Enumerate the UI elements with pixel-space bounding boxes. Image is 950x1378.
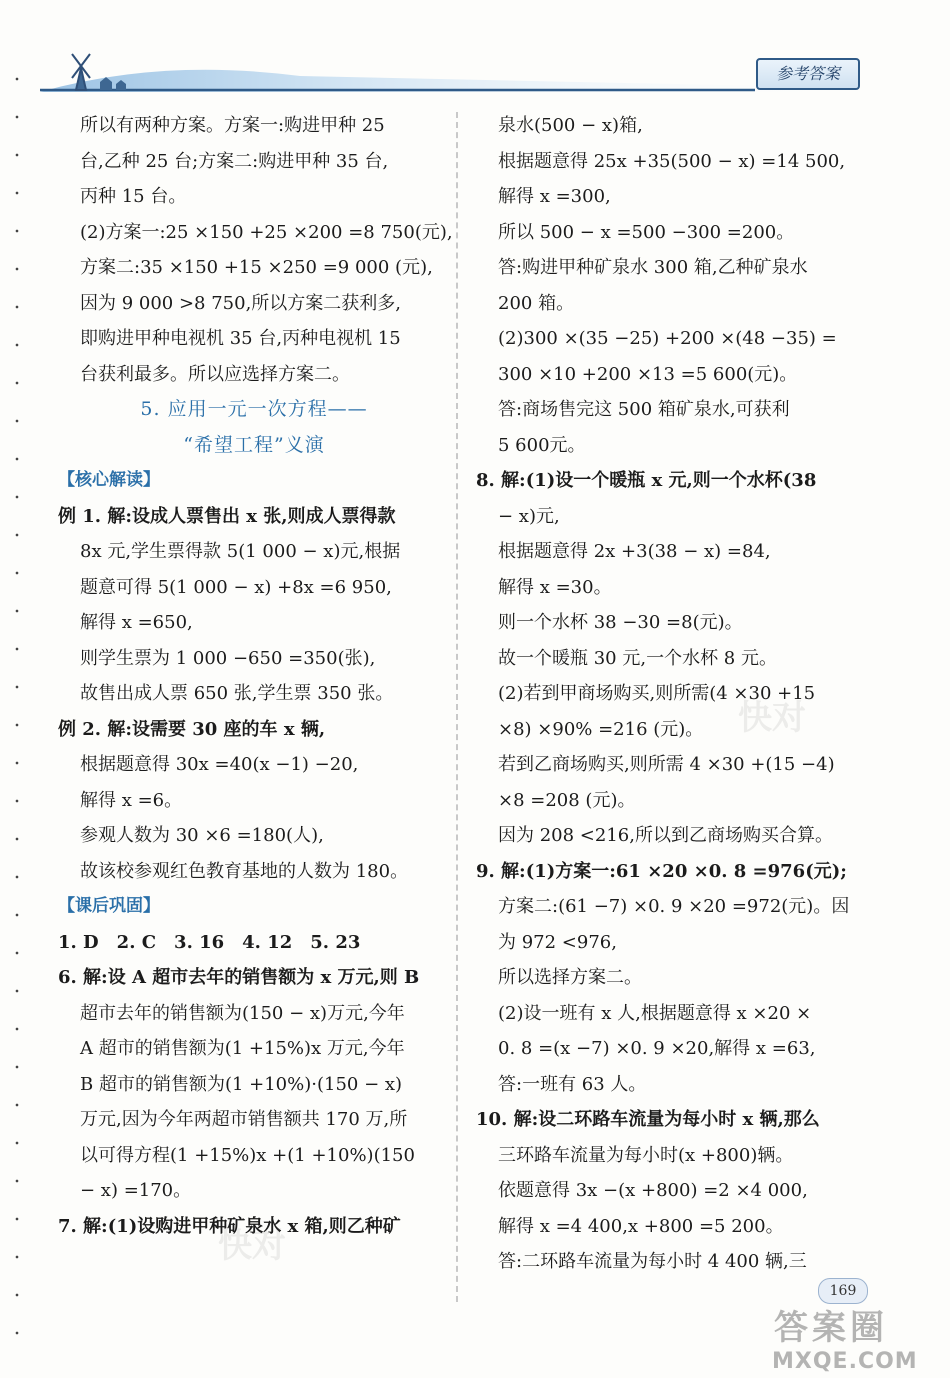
text-line: 方案二:(61 −7) ×0. 9 ×20 =972(元)。因 (498, 896, 850, 917)
page-number: 169 (818, 1278, 868, 1304)
text-line: 答:二环路车流量为每小时 4 400 辆,三 (498, 1251, 807, 1272)
text-line: 方案二:35 ×150 +15 ×250 =9 000 (元), (80, 257, 433, 278)
text-line: 7. 解:(1)设购进甲种矿泉水 x 箱,则乙种矿 (58, 1215, 401, 1237)
text-line: 所以选择方案二。 (498, 967, 642, 988)
text-line: 10. 解:设二环路车流量为每小时 x 辆,那么 (476, 1109, 820, 1130)
text-line: 300 ×10 +200 ×13 =5 600(元)。 (498, 363, 798, 385)
text-line: 解得 x =6。 (80, 789, 183, 811)
text-line: 故一个暖瓶 30 元,一个水杯 8 元。 (498, 647, 777, 669)
column-divider (456, 112, 458, 1302)
text-line: 台获利最多。所以应选择方案二。 (80, 363, 350, 385)
text-line: 答:商场售完这 500 箱矿泉水,可获利 (498, 399, 790, 420)
text-line: 台,乙种 25 台;方案二:购进甲种 35 台, (80, 150, 389, 172)
text-line: B 超市的销售额为(1 +10%)·(150 − x) (80, 1073, 403, 1095)
text-line: 超市去年的销售额为(150 − x)万元,今年 (80, 1002, 405, 1024)
text-line: 所以有两种方案。方案一:购进甲种 25 (80, 115, 385, 136)
site-logo-top: 答案圈 (774, 1308, 888, 1348)
text-line: 答:一班有 63 人。 (498, 1073, 647, 1095)
text-line: 泉水(500 − x)箱, (498, 115, 643, 136)
watermark: 快对 (218, 1226, 286, 1266)
text-line: 解得 x =300, (498, 186, 611, 207)
text-line: 200 箱。 (498, 292, 575, 314)
text-line: 以可得方程(1 +15%)x +(1 +10%)(150 (80, 1144, 415, 1166)
text-line: 故售出成人票 650 张,学生票 350 张。 (80, 683, 394, 704)
text-line: 8x 元,学生票得款 5(1 000 − x)元,根据 (80, 541, 401, 562)
text-line: 所以 500 − x =500 −300 =200。 (498, 221, 795, 243)
text-line: 万元,因为今年两超市销售额共 170 万,所 (80, 1109, 408, 1130)
text-line: 题意可得 5(1 000 − x) +8x =6 950, (80, 576, 392, 598)
text-line: 5. 应用一元一次方程—— (140, 398, 368, 420)
text-line: 因为 9 000 >8 750,所以方案二获利多, (80, 292, 402, 314)
text-line: 解得 x =30。 (498, 576, 612, 598)
text-line: 答:购进甲种矿泉水 300 箱,乙种矿泉水 (498, 257, 808, 278)
site-logo (760, 1300, 950, 1378)
text-line: 依题意得 3x −(x +800) =2 ×4 000, (498, 1180, 808, 1201)
text-line: A 超市的销售额为(1 +15%)x 万元,今年 (80, 1038, 405, 1059)
header-banner (40, 48, 860, 92)
text-line: 根据题意得 25x +35(500 − x) =14 500, (498, 150, 846, 172)
text-line: 【课后巩固】 (58, 896, 160, 916)
text-line: 解得 x =4 400,x +800 =5 200。 (498, 1215, 784, 1237)
text-line: 1. D 2. C 3. 16 4. 12 5. 23 (58, 931, 361, 953)
watermark: 快对 (738, 698, 806, 738)
text-line: 6. 解:设 A 超市去年的销售额为 x 万元,则 B (58, 967, 420, 988)
text-line: 5 600元。 (498, 434, 586, 456)
text-line: − x) =170。 (80, 1180, 192, 1201)
text-line: 解得 x =650, (80, 612, 193, 633)
text-line: (2)方案一:25 ×150 +25 ×200 =8 750(元), (80, 221, 453, 243)
text-line: 则学生票为 1 000 −650 =350(张), (80, 647, 376, 669)
text-line: ×8) ×90% =216 (元)。 (498, 718, 704, 740)
text-line: 因为 208 <216,所以到乙商场购买合算。 (498, 825, 833, 846)
site-logo-bottom: MXQE.COM (772, 1349, 918, 1374)
text-line: 根据题意得 30x =40(x −1) −20, (80, 754, 359, 775)
text-line: 故该校参观红色教育基地的人数为 180。 (80, 860, 409, 882)
text-line: (2)若到甲商场购买,则所需(4 ×30 +15 (498, 683, 816, 704)
text-line: 例 2. 解:设需要 30 座的车 x 辆, (58, 718, 326, 740)
text-line: 9. 解:(1)方案一:61 ×20 ×0. 8 =976(元); (476, 860, 847, 882)
left-column (58, 108, 453, 1244)
text-line: 丙种 15 台。 (80, 186, 187, 207)
text-line: 即购进甲种电视机 35 台,丙种电视机 15 (80, 328, 401, 349)
text-line: 8. 解:(1)设一个暖瓶 x 元,则一个水杯(38 (476, 470, 817, 491)
text-line: 为 972 <976, (498, 931, 617, 953)
text-line: (2)设一班有 x 人,根据题意得 x ×20 × (498, 1002, 812, 1024)
binding-dots (14, 60, 20, 1360)
text-line: 0. 8 =(x −7) ×0. 9 ×20,解得 x =63, (498, 1038, 816, 1059)
text-line: 三环路车流量为每小时(x +800)辆。 (498, 1144, 794, 1166)
text-line: 【核心解读】 (58, 470, 160, 490)
text-line: (2)300 ×(35 −25) +200 ×(48 −35) = (498, 328, 837, 349)
text-line: 根据题意得 2x +3(38 − x) =84, (498, 541, 771, 562)
right-column (476, 108, 876, 1280)
text-line: 若到乙商场购买,则所需 4 ×30 +(15 −4) (498, 754, 835, 775)
text-line: 则一个水杯 38 −30 =8(元)。 (498, 612, 743, 633)
text-line: 例 1. 解:设成人票售出 x 张,则成人票得款 (58, 505, 396, 527)
text-line: − x)元, (498, 505, 560, 527)
text-line: 参观人数为 30 ×6 =180(人), (80, 825, 324, 846)
text-line: “希望工程”义演 (183, 433, 325, 456)
answer-key-tag: 参考答案 (756, 58, 860, 90)
text-line: ×8 =208 (元)。 (498, 789, 636, 811)
